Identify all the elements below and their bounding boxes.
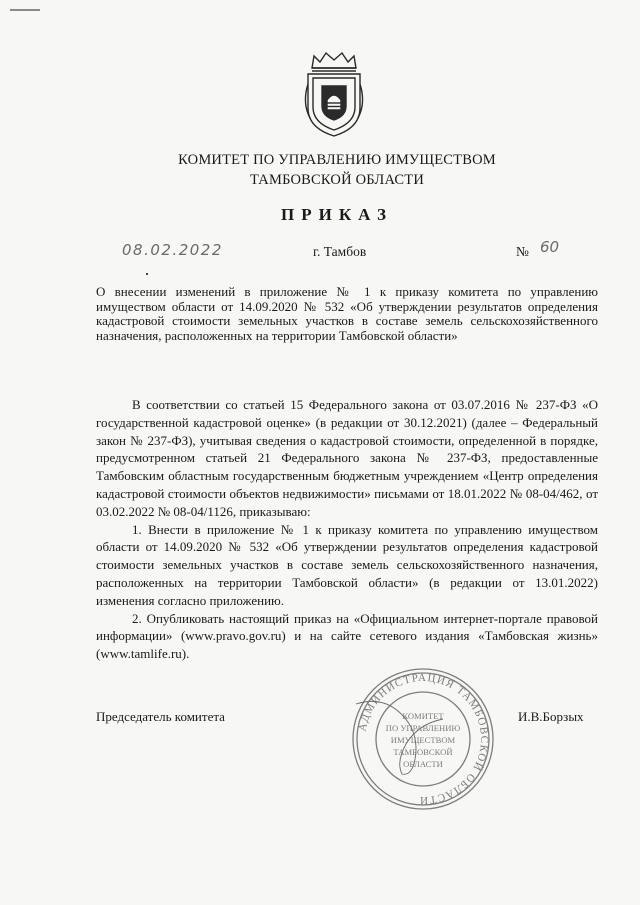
seal-line-3: ИМУЩЕСТВОМ [390, 735, 456, 745]
scan-dot-mark [146, 273, 148, 275]
preamble-paragraph: В соответствии со статьей 15 Федерального закона от 03.07.2016 № 237-ФЗ «О государственной кадастровой оценке» (в редакции от 30.12.2021) (далее – Федеральный закон № 237-ФЗ), учитывая сведения о кадастровой стоимости, определенной в порядке, предусмотренном статьей 21 Федерального закона № 237-ФЗ, предоставленные Тамбовским областным государственным бюджетным учреждением «Центр определения кадастровой стоимости объектов недвижимости» письмами от 18.01.2022 № 08-04/462, от 03.02.2022 № 08-04/1126, приказываю: [96, 397, 598, 519]
organization-name-line2: ТАМБОВСКОЙ ОБЛАСТИ [249, 172, 425, 188]
seal-line-4: ТАМБОВСКОЙ [393, 747, 453, 757]
seal-line-2: ПО УПРАВЛЕНИЮ [385, 723, 461, 733]
order-item-1: 1. Внести в приложение № 1 к приказу комитета по управлению имуществом области от 14.09.2020 № 532 «Об утверждении результатов определения кадастровой стоимости земельных участков в составе земель сельскохозяйственного назначения, расположенных на территории Тамбовской области» (в редакции от 13.01.2022) изменения согласно приложению. [96, 521, 598, 608]
organization-name-line1: КОМИТЕТ ПО УПРАВЛЕНИЮ ИМУЩЕСТВОМ [178, 152, 496, 168]
scan-corner-mark [10, 9, 40, 11]
issuing-city: г. Тамбов [313, 244, 367, 259]
order-item-2: 2. Опубликовать настоящий приказ на «Официальном интернет-портале правовой информации» (www.pravo.gov.ru) и на сайте сетевого издания «Тамбовская жизнь» (www.tamlife.ru). [96, 610, 598, 662]
document-title: ПРИКАЗ [281, 205, 393, 224]
seal-ring-text: АДМИНИСТРАЦИЯ ТАМБОВСКОЙ ОБЛАСТИ [356, 671, 491, 807]
signatory-name: И.В.Борзых [518, 709, 584, 724]
order-number-label: № [516, 244, 529, 259]
official-seal-stamp [348, 664, 498, 814]
seal-line-1: КОМИТЕТ [402, 711, 444, 721]
seal-line-5: ОБЛАСТИ [403, 759, 443, 769]
handwritten-order-number: 60 [540, 238, 560, 256]
signatory-role: Председатель комитета [96, 709, 225, 724]
order-body [96, 396, 598, 663]
handwritten-date: 08.02.2022 [122, 241, 223, 259]
order-subject: О внесении изменений в приложение № 1 к приказу комитета по управлению имуществом области от 14.09.2020 № 532 «Об утверждении результатов определения кадастровой стоимости земельных участков в составе земель сельскохозяйственного назначения, расположенных на территории Тамбовской области» [96, 284, 598, 344]
tambov-coat-of-arms-emblem [296, 48, 372, 140]
